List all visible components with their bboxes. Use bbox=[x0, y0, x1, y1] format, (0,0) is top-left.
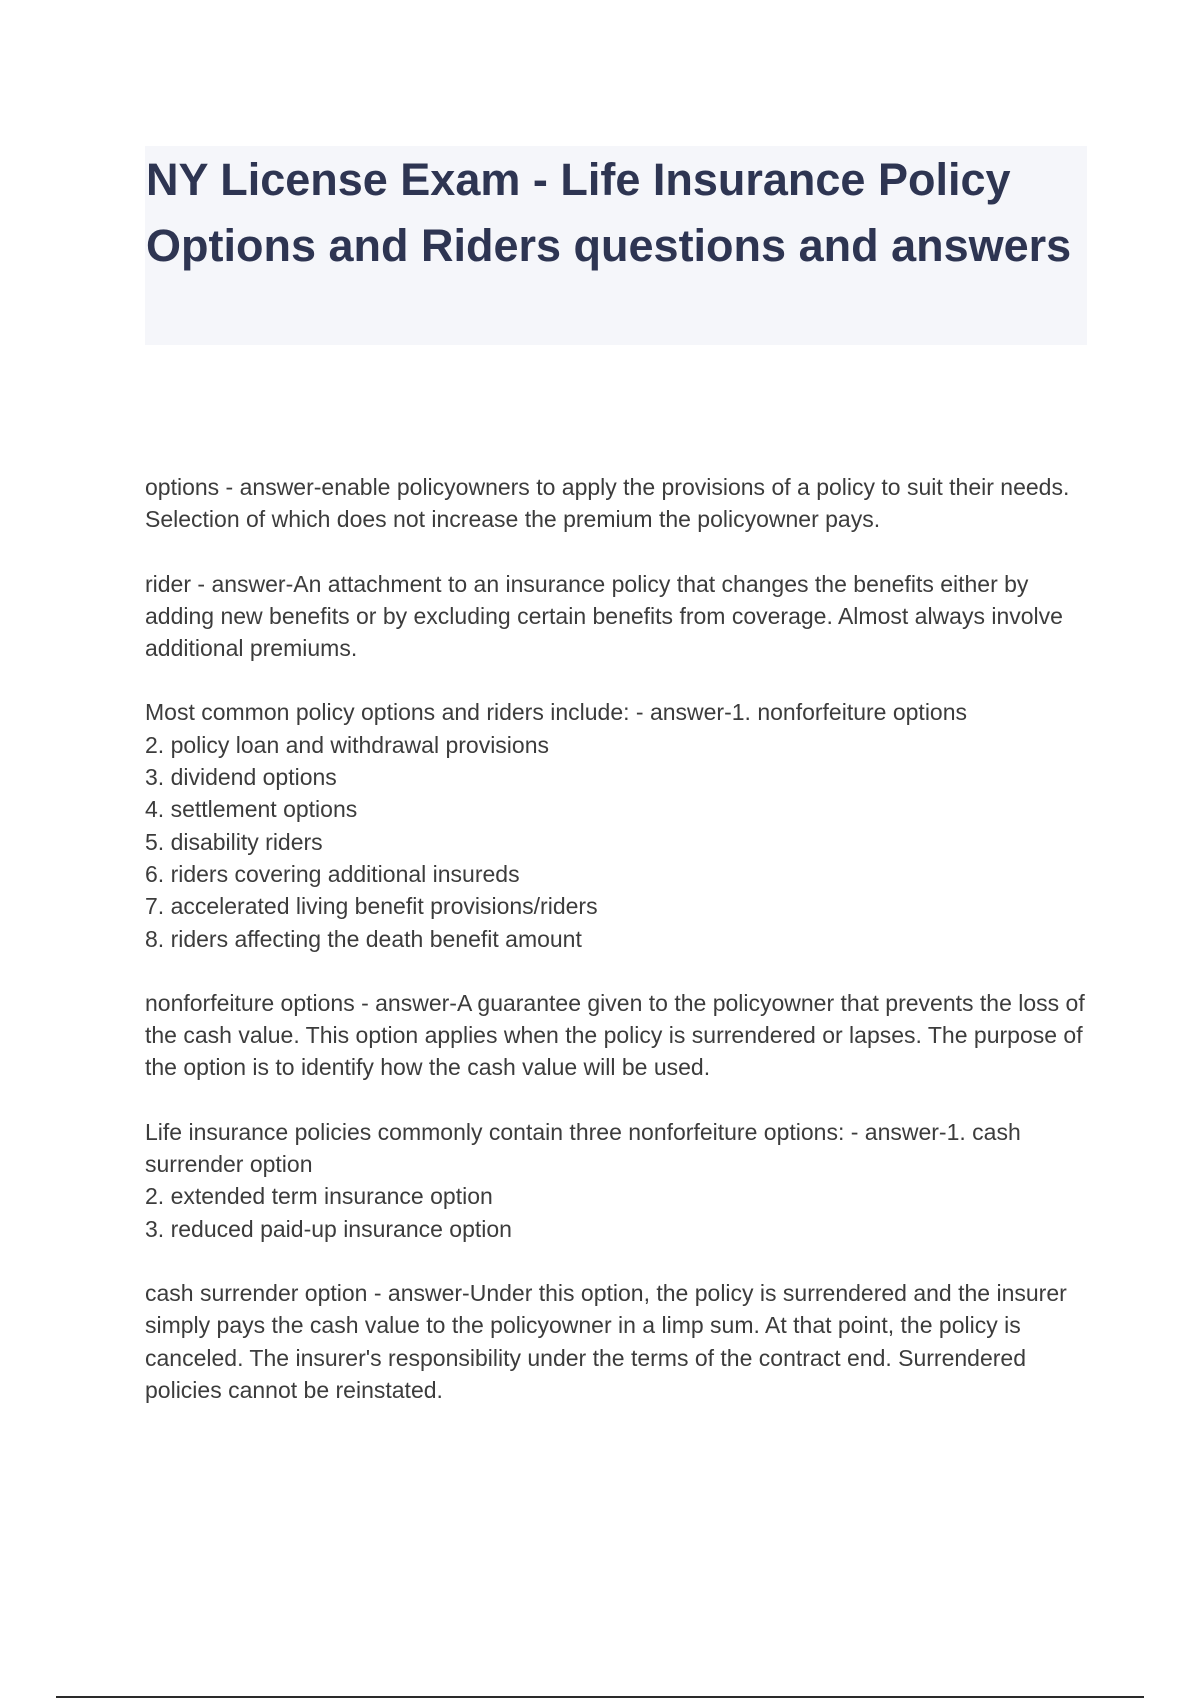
list-item: 2. policy loan and withdrawal provisions bbox=[145, 731, 549, 758]
qa-text: options - answer-enable policyowners to apply the provisions of a policy to suit their needs. Selection of which does not increase the premium the policyowner pays. bbox=[145, 474, 1070, 533]
page-title: NY License Exam - Life Insurance Policy Options and Riders questions and answers bbox=[146, 154, 1072, 271]
qa-text: Most common policy options and riders include: - answer-1. nonforfeiture options bbox=[145, 699, 968, 726]
footer-divider bbox=[56, 1696, 1144, 1698]
qa-entry bbox=[145, 1116, 1095, 1245]
qa-text: cash surrender option - answer-Under this option, the policy is surrendered and the insurer simply pays the cash value to the policyowner in a limp sum. At that point, the policy is canceled. The insurer's responsibility under the terms of the contract end. Surrendered policies cannot be reinstated. bbox=[145, 1279, 1067, 1403]
qa-content bbox=[145, 471, 1095, 1438]
qa-entry bbox=[145, 987, 1095, 1084]
qa-entry bbox=[145, 471, 1095, 536]
list-item: 8. riders affecting the death benefit amount bbox=[145, 925, 582, 952]
list-item: 2. extended term insurance option bbox=[145, 1183, 493, 1210]
title-box bbox=[145, 146, 1087, 345]
qa-entry bbox=[145, 696, 1095, 954]
list-item: 3. reduced paid-up insurance option bbox=[145, 1215, 512, 1242]
qa-entry bbox=[145, 568, 1095, 665]
list-item: 5. disability riders bbox=[145, 828, 323, 855]
list-item: 7. accelerated living benefit provisions/riders bbox=[145, 893, 598, 920]
list-item: 3. dividend options bbox=[145, 764, 337, 791]
qa-text: rider - answer-An attachment to an insurance policy that changes the benefits either by adding new benefits or by excluding certain benefits from coverage. Almost always involve additional premiums. bbox=[145, 570, 1063, 662]
list-item: 4. settlement options bbox=[145, 796, 358, 823]
list-item: 6. riders covering additional insureds bbox=[145, 860, 520, 887]
qa-text: Life insurance policies commonly contain three nonforfeiture options: - answer-1. cash surrender option bbox=[145, 1118, 1021, 1178]
qa-entry bbox=[145, 1277, 1095, 1406]
qa-text: nonforfeiture options - answer-A guarantee given to the policyowner that prevents the loss of the cash value. This option applies when the policy is surrendered or lapses. The purpose of the option is to identify how the cash value will be used. bbox=[145, 989, 1085, 1081]
